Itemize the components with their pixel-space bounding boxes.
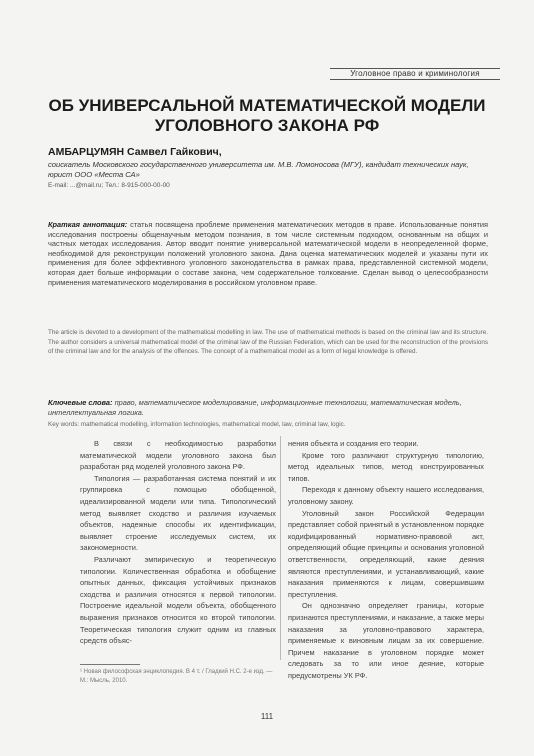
abstract-label: Краткая аннотация:	[48, 220, 128, 229]
paragraph: Переходя к данному объекту нашего исследования, уголовному закону.	[288, 485, 484, 506]
author-contact: E-mail: ...@mail.ru; Тел.: 8-915-000-00-00	[48, 182, 170, 189]
paragraph: Кроме того различают структурную типологию, метод идеальных типов, метод конструированных типов.	[288, 450, 484, 483]
paragraph: нения объекта и создания его теории.	[288, 439, 419, 448]
paragraph: В связи с необходимостью разработки математической модели уголовного закона был разработан ряд моделей уголовного закона РФ.	[80, 439, 276, 472]
paragraph: Различают эмпирическую и теоретическую типологии. Количественная обработка и обобщение опытных данных, фиксация устойчивых признаков сходства и различия относятся к первой типологии. Построение идеальной модели объекта, обобщенного выражения признаков относится ко второй типологии. Теоретическая типология служит одним из главных средств объяс-	[80, 554, 276, 646]
abstract-text: статья посвящена проблеме применения математических методов в праве. Использованные понятия исследования построены общенаучным методом познания, в том числе системным подходом, основанным на общих и частных методах исследования. Автор вводит понятие универсальной математической модели в неопределенной форме, необходимой для реконструкции положений уголовного закона. Дана оценка математических моделей и указаны пути их применения для более эффективного уголовного законодательства в рамках права, представленной системной модели, которая дает больше информации о составе закона, чем содержательное толкование. Сделан вывод о целесообразности применения математического моделирования в российском уголовном праве.	[48, 220, 488, 287]
page-number: 111	[260, 712, 274, 721]
paragraph: Типология — разработанная система понятий и их группировка с помощью обобщенной, идеализированной модели или типа. Типологический метод выявляет сходство и различия изучаемых объектов, надежные способы их идентификации, выявляет строение исследуемых систем, их закономерности.	[80, 473, 276, 553]
keywords-text: право, математическое моделирование, информационные технологии, математическая модель, интеллектуальная логика.	[48, 398, 462, 417]
abstract-en: The article is devoted to a development of the mathematical modelling in law. The use of mathematical methods is based on the criminal law and its structure. The author considers a universal mathematical model of the criminal law of the Russian Federation, which can be used for the reconstruction of the provisions of the criminal law and for the analysis of the offences. The concept of a mathematical model as a form of legal knowledge is offered.	[48, 329, 488, 356]
column-divider	[280, 436, 281, 660]
paragraph: Он однозначно определяет границы, которые признаются преступлениями, и наказание, а также меры наказания за уголовно-правового характера, применяемые к виновным лицам за их совершение. Причем наказание в уголовном порядке может следовать за то или иное деяние, которые предусмотрены УК РФ.	[288, 601, 484, 680]
keywords-ru	[48, 398, 488, 417]
abstract-ru	[48, 220, 488, 287]
body-column-left	[80, 438, 276, 647]
footnote: ¹ Новая философская энциклопедия. В 4 т. / Гладкий Н.С. 2-е изд. — М.: Мысль, 2010.	[80, 669, 273, 684]
author-affiliation: соискатель Московского государственного университета им. М.В. Ломоносова (МГУ), кандидат технических наук, юрист ООО «Места СА»	[48, 160, 469, 179]
footnote-rule	[80, 664, 140, 665]
keywords-label: Ключевые слова:	[48, 398, 113, 407]
paragraph: Уголовный закон Российской Федерации представляет собой принятый в установленном порядке кодифицированный нормативно-правовой акт, определяющий общие принципы и основания уголовной ответственности, определяющий, какие деяния являются преступлениями, и устанавливающий, какие наказания применяются к лицам, совершившим преступления.	[288, 508, 484, 599]
keywords-en: Key words: mathematical modelling, information technologies, mathematical model, law, criminal law, logic.	[48, 421, 346, 428]
article-title: ОБ УНИВЕРСАЛЬНОЙ МАТЕМАТИЧЕСКОЙ МОДЕЛИ УГОЛОВНОГО ЗАКОНА РФ	[48, 96, 486, 135]
section-rubric: Уголовное право и криминология	[330, 68, 500, 80]
author-name: АМБАРЦУМЯН Самвел Гайкович,	[48, 146, 222, 158]
body-column-right	[288, 438, 484, 681]
